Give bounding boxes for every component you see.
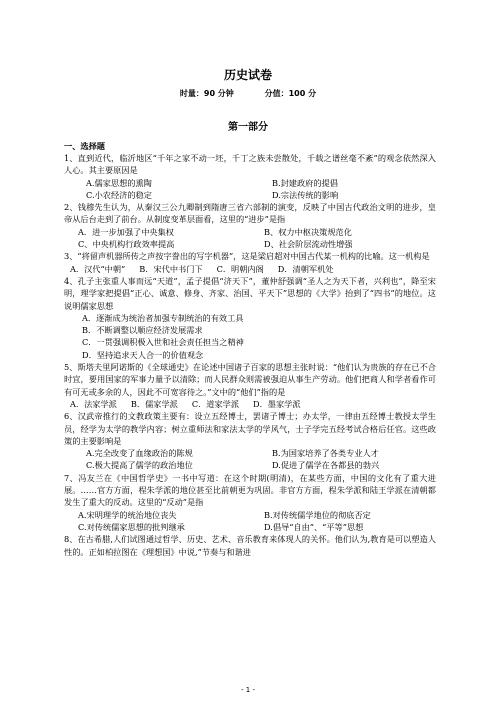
question-6-options [64, 447, 436, 472]
question-2-option-b[interactable]: B、权力中枢决策规范化 [264, 226, 352, 237]
question-1-option-b[interactable]: B.封建政府的提倡 [272, 177, 338, 188]
question-5-options [64, 398, 436, 410]
question-3-option-b[interactable]: B．宋代中书门下 [139, 263, 203, 274]
question-7-option-a[interactable]: A.宋明理学的统治地位丧失 [78, 509, 177, 520]
question-1-options [64, 177, 436, 202]
question-5-option-c[interactable]: C．道家学派 [191, 398, 240, 409]
question-3-option-a[interactable]: A．汉代“中朝” [70, 263, 126, 274]
question-2-stem: 2、钱穆先生认为，从秦汉三公九卿制到隋唐三省六部制的演变，反映了中国古代政治文明的进步，皇帝从后台走到了前台。从制度变革层面看，这里的“进步”是指 [64, 202, 436, 225]
question-1-stem: 1、直到近代，临沂地区“千年之家不动一坯，千丁之族未尝散处，千载之谱丝毫不紊”的观念依然深入人心。其主要原因是 [64, 153, 436, 176]
question-3-option-d[interactable]: D．清朝军机处 [277, 263, 334, 274]
question-2-option-a[interactable]: A．进一步加强了中央集权 [78, 226, 174, 237]
question-8-stem: 8、在古希腊,人们试图通过哲学、历史、艺术、音乐教育来体现人的关怀。他们认为,教育是可以塑造人性的。正如柏拉图在《理想国》中说,”节奏与和谐进 [64, 534, 436, 557]
question-3-options [64, 263, 436, 275]
question-4-stem: 4、孔子主张重人事而远“天道”，孟子提倡“济天下”，董仲舒强调“圣人之为天下者，兴利也”，降至宋明，理学家把提倡“正心、诚意、修身、齐家、治国、平天下”思想的《大学》抬到了“四书”的地位。这说明儒家思想 [64, 275, 436, 311]
question-4-option-a[interactable]: A．逐渐成为统治者加强专制统治的有效工具 [82, 312, 244, 323]
exam-title: 历史试卷 [223, 68, 272, 82]
question-1-option-d[interactable]: D.宗法传统的影响 [272, 189, 339, 200]
question-6-option-a[interactable]: A.完全改变了血缘政治的陈规 [86, 448, 193, 459]
question-4-option-b[interactable]: B．不断调整以顺应经济发展需求 [82, 325, 203, 336]
exam-meta [0, 88, 496, 99]
question-7-option-b[interactable]: B.对传统儒学地位的彻底否定 [264, 509, 371, 520]
question-4-options [64, 312, 436, 361]
question-2-options [64, 226, 436, 251]
time-limit: 时量：90 分钟 [179, 89, 234, 98]
question-4-option-c[interactable]: C．一贯强调积极入世和社会责任担当之精神 [82, 337, 244, 348]
question-7-option-c[interactable]: C.对传统儒家思想的批判继承 [78, 521, 185, 532]
question-1-option-a[interactable]: A.儒家思想的熏陶 [86, 177, 152, 188]
question-7-stem: 7、冯友兰在《中国哲学史》一书中写道：在这个时期(明清)，在某些方面，中国的文化有了重大进展。……官方方面，程朱学派的地位甚至比前朝更为巩固。非官方方面，程朱学派和陆王学派在清朝都发生了重大的反动。这里的“反动”是指 [64, 472, 436, 508]
question-5-option-d[interactable]: D．墨家学派 [253, 398, 301, 409]
question-5-option-a[interactable]: A．法家学派 [70, 398, 117, 409]
question-3-stem: 3、“将留声机器所传之声按字誊出的写字机器”，这是梁启超对中国古代某一机构的比喻。这一机构是 [64, 251, 430, 262]
question-2-option-d[interactable]: D、社会阶层流动性增强 [264, 239, 353, 250]
part-heading: 第一部分 [228, 122, 268, 133]
question-4-option-d[interactable]: D．坚持追求天人合一的价值观念 [82, 349, 204, 360]
question-7-option-d[interactable]: D.倡导“自由”、“平等”思想 [264, 521, 364, 532]
section-heading: 一、选择题 [64, 141, 105, 151]
question-6-option-d[interactable]: D.促进了儒学在各都县的勃兴 [272, 460, 380, 471]
question-7-options [64, 509, 436, 534]
page-number: - 1 - [241, 686, 255, 694]
question-5-option-b[interactable]: B．儒家学派 [130, 398, 178, 409]
question-list [64, 152, 436, 558]
question-6-stem: 6、汉武帝推行的文教政策主要有：设立五经博士，罢诸子博士；办太学，一律由五经博士教授太学生员，经学为太学的教学内容；树立重师法和家法太学的学风气，士子学完五经考试合格后任官。这些政策的主要影响是 [64, 411, 436, 446]
question-6-option-c[interactable]: C.极大提高了儒学的政治地位 [86, 460, 193, 471]
question-6-option-b[interactable]: B.为国家培养了各类专业人才 [272, 448, 379, 459]
question-1-option-c[interactable]: C.小农经济的稳定 [86, 189, 152, 200]
total-score: 分值：100 分 [264, 89, 317, 98]
question-2-option-c[interactable]: C、中央机构行政效率提高 [78, 239, 175, 250]
question-5-stem: 5、斯塔夫里阿诺斯的《全球通史》在论述中国诸子百家的思想主张时说：“他们认为贵族的存在已不合时宜，要用国家的军事力量予以清除；而人民群众则需被强迫从事生产劳动。他们把商人和学者看作可有可无或多余的人，因此不可宽容待之。”文中的“他们”指的是 [64, 362, 436, 397]
question-3-option-c[interactable]: C．明朝内阁 [216, 263, 264, 274]
